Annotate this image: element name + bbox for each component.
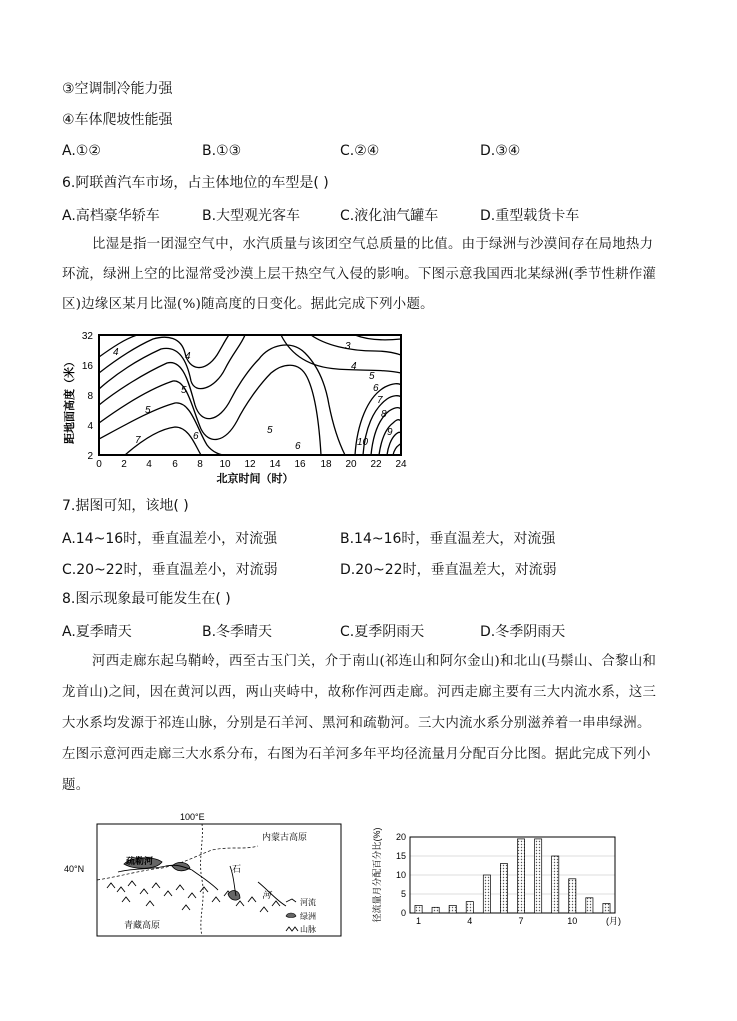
passage-2-line: 河西走廊东起乌鞘岭，西至古玉门关，介于南山(祁连山和阿尔金山)和北山(马鬃山、合黎山和 bbox=[92, 654, 657, 669]
passage-2-line: 左图示意河西走廊三大水系分布，右图为石羊河多年平均径流量月分配百分比图。据此完成下列小 bbox=[62, 747, 651, 762]
contour-x-tick: 24 bbox=[395, 459, 407, 470]
map-shiyang-label: 石 bbox=[232, 864, 242, 874]
runoff-bar bbox=[415, 905, 422, 913]
contour-x-tick: 10 bbox=[219, 459, 231, 470]
contour-x-tick: 16 bbox=[294, 459, 306, 470]
legend-mountain: 山脉 bbox=[300, 925, 316, 934]
q5-option-a[interactable]: A.①② bbox=[62, 143, 101, 159]
contour-x-tick: 4 bbox=[146, 459, 152, 470]
contour-x-tick: 2 bbox=[121, 459, 127, 470]
contour-label: 6 bbox=[295, 441, 301, 452]
contour-label: 4 bbox=[113, 347, 119, 358]
runoff-bar bbox=[500, 864, 507, 913]
oasis-legend-icon bbox=[286, 913, 296, 918]
contour-x-tick: 22 bbox=[370, 459, 382, 470]
map-rivers bbox=[118, 865, 286, 906]
humidity-contour-figure bbox=[55, 325, 425, 490]
runoff-y-tick: 10 bbox=[395, 870, 406, 880]
runoff-bar bbox=[552, 856, 559, 913]
map-mountains bbox=[107, 881, 280, 912]
q6-option-d[interactable]: D.重型载货卡车 bbox=[480, 208, 580, 224]
contour-plot-frame bbox=[99, 335, 401, 455]
runoff-bar bbox=[449, 905, 456, 913]
runoff-bar bbox=[535, 839, 542, 913]
q8-option-d[interactable]: D.冬季阴雨天 bbox=[480, 624, 566, 640]
contour-label: 5 bbox=[369, 371, 375, 382]
shiyang-runoff-chart bbox=[370, 825, 630, 930]
runoff-y-tick: 20 bbox=[395, 832, 406, 842]
contour-label: 5 bbox=[145, 405, 151, 416]
runoff-bars bbox=[415, 839, 610, 913]
contour-label: 8 bbox=[381, 409, 387, 420]
q7-option-b[interactable]: B.14~16时，垂直温差大，对流强 bbox=[340, 531, 556, 547]
runoff-bar bbox=[603, 904, 610, 914]
contour-label: 6 bbox=[373, 383, 379, 394]
contour-y-tick: 16 bbox=[81, 361, 93, 372]
river-legend-icon bbox=[286, 899, 296, 902]
runoff-y-axis-label: 径流量月分配百分比(%) bbox=[372, 827, 382, 923]
q8-option-a[interactable]: A.夏季晴天 bbox=[62, 624, 132, 640]
map-meridian-line bbox=[201, 824, 204, 936]
contour-label: 9 bbox=[387, 427, 393, 438]
map-river-right-label: 河 bbox=[262, 890, 272, 900]
contour-label: 3 bbox=[345, 341, 351, 352]
contour-value-labels bbox=[113, 341, 393, 452]
q7-option-d[interactable]: D.20~22时，垂直温差大，对流弱 bbox=[340, 562, 557, 578]
runoff-x-tick: 1 bbox=[416, 916, 422, 926]
contour-label: 6 bbox=[193, 431, 199, 442]
contour-x-tick: 0 bbox=[96, 459, 102, 470]
contour-label: 10 bbox=[357, 437, 369, 448]
contour-y-axis-label: 距地面高度（米） bbox=[64, 356, 76, 444]
q7-option-a[interactable]: A.14~16时，垂直温差小，对流强 bbox=[62, 531, 278, 547]
contour-x-tick: 20 bbox=[345, 459, 357, 470]
contour-y-tick: 2 bbox=[87, 451, 93, 462]
legend-river: 河流 bbox=[300, 898, 316, 907]
runoff-y-ticks bbox=[396, 832, 406, 918]
map-parallel-label: 40°N bbox=[64, 864, 85, 874]
passage-1-line: 区)边缘区某月比湿(%)随高度的日变化。据此完成下列小题。 bbox=[62, 297, 434, 312]
passage-2-line: 题。 bbox=[62, 778, 90, 793]
q5-option-b[interactable]: B.①③ bbox=[202, 143, 242, 159]
contour-x-tick: 8 bbox=[197, 459, 203, 470]
map-meridian-label: 100°E bbox=[180, 812, 205, 822]
contour-label: 4 bbox=[351, 361, 357, 372]
passage-1-line: 比湿是指一团湿空气中，水汽质量与该团空气总质量的比值。由于绿洲与沙漠间存在局地热力 bbox=[92, 237, 654, 252]
contour-x-tick: 12 bbox=[244, 459, 256, 470]
passage-1-line: 环流，绿洲上空的比湿常受沙漠上层干热空气入侵的影响。下图示意我国西北某绿洲(季节性耕作灌 bbox=[62, 267, 657, 282]
contour-label: 5 bbox=[181, 385, 187, 396]
map-region-south: 青藏高原 bbox=[124, 920, 161, 930]
contour-x-axis-label: 北京时间（时） bbox=[216, 473, 294, 485]
q5-option-d[interactable]: D.③④ bbox=[480, 143, 521, 159]
passage-2-line: 龙首山)之间，因在黄河以西，两山夹峙中，故称作河西走廊。河西走廊主要有三大内流水系，这三 bbox=[62, 685, 657, 700]
runoff-y-tick: 5 bbox=[400, 889, 406, 899]
legend-oasis: 绿洲 bbox=[300, 912, 316, 921]
map-region-north: 内蒙古高原 bbox=[262, 832, 308, 842]
contour-x-tick: 6 bbox=[172, 459, 178, 470]
hexi-corridor-map bbox=[62, 810, 352, 940]
q5-item-3: ③空调制冷能力强 bbox=[62, 81, 173, 97]
runoff-gridlines bbox=[410, 837, 615, 913]
contour-x-ticks bbox=[96, 459, 407, 470]
runoff-y-tick: 0 bbox=[400, 908, 406, 918]
q6-option-c[interactable]: C.液化油气罐车 bbox=[340, 208, 439, 224]
runoff-x-tick: 4 bbox=[467, 916, 473, 926]
contour-y-tick: 8 bbox=[87, 391, 93, 402]
runoff-x-ticks bbox=[416, 916, 577, 926]
q6-option-b[interactable]: B.大型观光客车 bbox=[202, 208, 301, 224]
contour-label: 7 bbox=[135, 435, 141, 446]
mountain-legend-icon bbox=[286, 927, 298, 931]
q8-stem: 8.图示现象最可能发生在( ) bbox=[62, 591, 231, 607]
passage-2-line: 大水系均发源于祁连山脉，分别是石羊河、黑河和疏勒河。三大内流水系分别滋养着一串串绿洲。 bbox=[62, 716, 651, 731]
q8-option-c[interactable]: C.夏季阴雨天 bbox=[340, 624, 425, 640]
contour-y-tick: 4 bbox=[87, 421, 93, 432]
q7-option-c[interactable]: C.20~22时，垂直温差小，对流弱 bbox=[62, 562, 278, 578]
runoff-x-tick: 7 bbox=[518, 916, 524, 926]
q6-option-a[interactable]: A.高档豪华轿车 bbox=[62, 208, 160, 224]
contour-label: 7 bbox=[377, 395, 383, 406]
runoff-bar bbox=[517, 839, 524, 913]
contour-x-tick: 18 bbox=[320, 459, 332, 470]
q6-stem: 6.阿联酋汽车市场，占主体地位的车型是( ) bbox=[62, 175, 329, 191]
q5-option-c[interactable]: C.②④ bbox=[340, 143, 380, 159]
runoff-bar bbox=[466, 902, 473, 913]
runoff-y-tick: 15 bbox=[395, 851, 406, 861]
contour-y-ticks bbox=[82, 331, 94, 462]
contour-label: 4 bbox=[185, 351, 191, 362]
contour-x-tick: 14 bbox=[269, 459, 281, 470]
q8-option-b[interactable]: B.冬季晴天 bbox=[202, 624, 273, 640]
contour-y-tick: 32 bbox=[81, 331, 93, 342]
runoff-bar bbox=[483, 875, 490, 913]
map-legend bbox=[286, 897, 316, 934]
contour-label: 5 bbox=[267, 425, 273, 436]
runoff-bar bbox=[432, 907, 439, 913]
q5-item-4: ④车体爬坡性能强 bbox=[62, 112, 173, 128]
contour-lines bbox=[99, 335, 401, 455]
q7-stem: 7.据图可知，该地( ) bbox=[62, 498, 189, 514]
runoff-bar bbox=[569, 879, 576, 913]
runoff-x-axis-label: (月) bbox=[606, 916, 621, 926]
runoff-x-tick: 10 bbox=[567, 916, 578, 926]
runoff-bar bbox=[586, 898, 593, 913]
map-river-label: 疏勒河 bbox=[126, 856, 154, 866]
